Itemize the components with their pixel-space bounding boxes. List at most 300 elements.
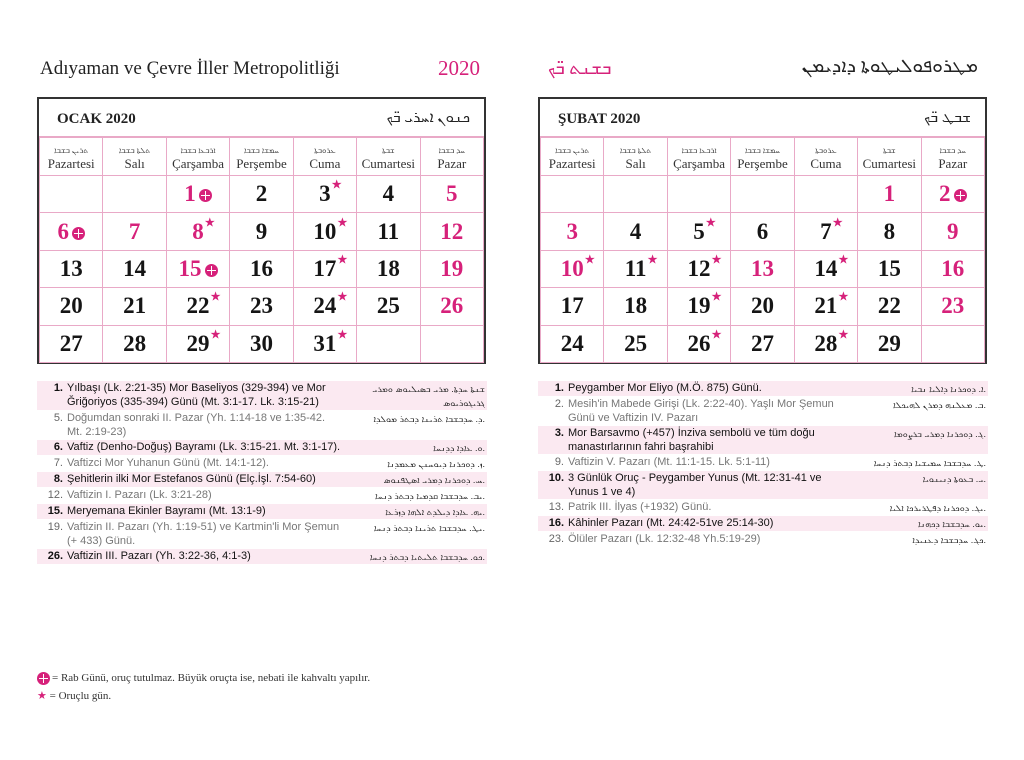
- day-cell: [420, 176, 483, 213]
- cross-icon: [954, 189, 967, 202]
- events-list-february: [538, 381, 988, 548]
- event-date: 1.: [53, 382, 63, 394]
- day-number-text: 13: [59, 255, 83, 281]
- day-cell: [921, 288, 984, 325]
- day-number: [123, 331, 146, 357]
- day-number: [60, 256, 83, 282]
- day-number: [186, 291, 221, 319]
- event-date: 12.: [47, 489, 63, 501]
- day-header: [921, 138, 984, 176]
- day-cell: [103, 325, 166, 362]
- day-number-text: 29: [186, 330, 210, 356]
- star-icon: ★: [711, 291, 722, 304]
- day-number: [440, 219, 463, 245]
- day-name: Cumartesi: [862, 155, 917, 171]
- day-header: [293, 138, 356, 176]
- day-number-text: 5: [446, 181, 458, 207]
- day-name: Salı: [625, 155, 646, 171]
- day-cell: [667, 176, 730, 213]
- day-number-text: 8: [883, 218, 896, 244]
- day-number-text: 9: [947, 218, 959, 244]
- day-cell: [357, 325, 420, 362]
- day-number: [129, 219, 141, 245]
- header-title: Adıyaman ve Çevre İller Metropolitliği: [40, 58, 340, 79]
- day-number: [878, 256, 901, 282]
- day-number: [250, 331, 273, 357]
- legend-star-text: = Oruçlu gün.: [49, 690, 112, 702]
- day-cell: [357, 250, 420, 287]
- day-cell: [858, 213, 921, 250]
- legend: [37, 669, 370, 705]
- event-row: [37, 440, 487, 456]
- day-number-text: 8: [192, 218, 204, 244]
- day-number-text: 26: [687, 330, 711, 356]
- day-name-syriac: ܬܠܬܐ ܒܫܒܐ: [619, 145, 652, 155]
- day-cell: [166, 213, 229, 250]
- day-number-text: 23: [941, 293, 965, 319]
- events-list-january: [37, 381, 487, 565]
- event-text: Yılbaşı (Lk. 2:21-35) Mor Baseliyos (329-394) ve Mor Ğriğoriyos (335-394) Günü (Mt. 3:1-17. Lk. 3:15-21): [67, 382, 326, 408]
- day-number: [941, 293, 964, 319]
- day-number-text: 21: [123, 293, 147, 319]
- day-cell: [40, 288, 103, 325]
- day-number: [624, 293, 647, 319]
- day-name: Pazartesi: [548, 155, 596, 171]
- day-number-text: 30: [249, 330, 273, 356]
- day-cell: [604, 250, 667, 287]
- event-text: Peygamber Mor Eliyo (M.Ö. 875) Günü.: [568, 382, 762, 394]
- day-header: [794, 138, 857, 176]
- day-cell: [667, 325, 730, 362]
- day-number: [814, 253, 849, 282]
- calendar-february: [538, 97, 987, 364]
- week-row: [541, 250, 985, 287]
- event-text: Kâhinler Pazarı (Mt. 24:42-51ve 25:14-30): [568, 517, 774, 529]
- event-row: [538, 516, 988, 532]
- day-number-text: 2: [255, 181, 268, 207]
- day-cell: [357, 176, 420, 213]
- calendar-header: [39, 99, 484, 137]
- star-icon: ★: [210, 328, 221, 341]
- event-text: 3 Günlük Oruç - Peygamber Yunus (Mt. 12:31-41 ve Yunus 1 ve 4): [568, 472, 822, 498]
- day-number: [687, 253, 722, 282]
- day-number: [884, 219, 896, 245]
- event-text-syriac: ܟܘ. ܚܕܒܫܒܐ ܬܠܝܬܝܐ ܕܒܬܪ ܕܢܚܐ.: [369, 552, 485, 562]
- event-text: Ölüler Pazarı (Lk. 12:32-48 Yh.5:19-29): [568, 533, 761, 545]
- star-icon: ★: [337, 328, 348, 341]
- day-number-text: 2: [939, 181, 951, 207]
- day-number: [256, 181, 268, 207]
- event-text-syriac: ܒ. ܡܥܠܢܗ ܕܡܪܢ ܠܗܝܟܠܐ.: [893, 400, 986, 410]
- day-name-syriac: ܚܡܫܐ ܒܫܒܐ: [744, 145, 780, 155]
- month-name: ŞUBAT 2020: [558, 111, 641, 127]
- day-header: [420, 138, 483, 176]
- day-number-text: 19: [687, 293, 711, 319]
- day-cell: [921, 176, 984, 213]
- event-date: 1.: [554, 382, 564, 394]
- day-name: Cuma: [810, 155, 842, 171]
- star-icon: ★: [705, 216, 716, 229]
- day-number-text: 12: [440, 218, 464, 244]
- day-cell: [103, 288, 166, 325]
- day-number: [939, 181, 967, 207]
- day-number-text: 15: [178, 255, 202, 281]
- day-cell: [794, 288, 857, 325]
- event-text-syriac: ܝܒ. ܚܕܒܫܒܐ ܩܕܡܝܐ ܕܒܬܪ ܕܢܚܐ.: [375, 491, 485, 501]
- calendar-january: [37, 97, 486, 364]
- day-number-text: 24: [560, 330, 584, 356]
- day-number-text: 11: [377, 218, 400, 244]
- day-cell: [858, 288, 921, 325]
- month-name-syriac: ܫܒܛ ܒ̈ܟ: [924, 110, 971, 126]
- event-row: [538, 397, 988, 426]
- day-cell: [420, 288, 483, 325]
- day-cell: [794, 325, 857, 362]
- day-name: Perşembe: [236, 155, 287, 171]
- day-name-syriac: ܚܕ ܒܫܒܐ: [438, 145, 466, 155]
- day-cell: [541, 288, 604, 325]
- week-row: [541, 325, 985, 362]
- event-row: [538, 532, 988, 548]
- event-date: 8.: [53, 473, 63, 485]
- event-text: Mesih'in Mabede Girişi (Lk. 2:22-40). Yaşlı Mor Şemun Günü ve Vaftizin IV. Pazarı: [568, 398, 834, 424]
- week-row: [40, 250, 484, 287]
- day-number: [820, 216, 843, 245]
- day-cell: [731, 213, 794, 250]
- event-text-syriac: ܫܢܬܐ ܚܕܬܐ. ܡܪܝ ܒܣܝܠܝܘܣ ܘܡܪܝ ܓܪܝܓܘܪܝܘܣ: [372, 384, 485, 408]
- event-text: Doğumdan sonraki II. Pazar (Yh. 1:14-18 ve 1:35-42. Mt. 2:19-23): [67, 412, 326, 438]
- day-cell: [230, 213, 293, 250]
- day-number: [440, 256, 463, 282]
- day-number-text: 26: [440, 293, 464, 319]
- event-row: [538, 500, 988, 516]
- day-cell: [103, 176, 166, 213]
- day-cell: [420, 325, 483, 362]
- day-number-text: 3: [566, 218, 578, 244]
- event-date: 19.: [47, 521, 63, 533]
- day-name-syriac: ܐܪܒܥܐ ܒܫܒܐ: [180, 145, 216, 155]
- day-number-text: 22: [877, 293, 901, 319]
- day-cell: [921, 325, 984, 362]
- day-cell: [103, 213, 166, 250]
- month-name-syriac: ܟܢܘܢ ܐܚܪܝ ܒ̈ܟ: [386, 110, 470, 126]
- star-icon: ★: [337, 253, 348, 266]
- star-icon: ★: [832, 216, 843, 229]
- day-number: [751, 256, 774, 282]
- star-icon: ★: [210, 291, 221, 304]
- event-row: [37, 549, 487, 565]
- day-name-syriac: ܥܪܘܒܬܐ: [815, 145, 837, 155]
- event-row: [37, 504, 487, 520]
- event-text-syriac: ܓ. ܕܘܟܪܢܐ ܕܡܪܝ ܒܪܨܘܡܐ.: [894, 429, 986, 439]
- day-number: [256, 219, 268, 245]
- event-text: Meryemana Ekinler Bayramı (Mt. 13:1-9): [67, 505, 266, 517]
- day-cell: [230, 325, 293, 362]
- day-header: [667, 138, 730, 176]
- day-number: [751, 293, 774, 319]
- week-row: [40, 176, 484, 213]
- event-text: Şehitlerin ilki Mor Estefanos Günü (Elç.İşl. 7:54-60): [67, 473, 316, 485]
- header-year: 2020: [438, 56, 480, 80]
- event-row: [538, 471, 988, 500]
- day-header: [230, 138, 293, 176]
- event-row: [37, 456, 487, 472]
- header-syriac-year: ܒܫܢܬ ܒ̈ܟ: [548, 58, 612, 78]
- day-header: [858, 138, 921, 176]
- day-cell: [921, 250, 984, 287]
- day-name-syriac: ܬܠܬܐ ܒܫܒܐ: [118, 145, 151, 155]
- day-cell: [230, 250, 293, 287]
- day-number-text: 6: [756, 218, 769, 244]
- day-cell: [40, 250, 103, 287]
- event-date: 6.: [53, 441, 63, 453]
- event-text-syriac: ܙ. ܕܘܟܪܢܐ ܕܝܘܚܢܢ ܡܥܡܕܢܐ.: [387, 459, 485, 469]
- week-row: [40, 288, 484, 325]
- day-name: Pazar: [437, 155, 467, 171]
- day-name: Salı: [124, 155, 145, 171]
- event-date: 5.: [53, 412, 63, 424]
- event-row: [538, 426, 988, 455]
- event-text-syriac: ܐ. ܕܘܟܪܢܐ ܕܐܠܝܐ ܢܒܝܐ.: [911, 384, 986, 394]
- day-number: [446, 181, 458, 207]
- day-number-text: 7: [820, 218, 832, 244]
- day-cell: [541, 213, 604, 250]
- day-number-text: 31: [313, 330, 337, 356]
- star-icon: ★: [337, 291, 348, 304]
- day-number: [377, 256, 400, 282]
- day-number-text: 28: [123, 330, 147, 356]
- star-icon: ★: [711, 253, 722, 266]
- day-number: [377, 219, 399, 245]
- cross-icon: [72, 227, 85, 240]
- day-number-text: 20: [59, 293, 83, 319]
- event-text-syriac: ܝܗ. ܥܐܕܐ ܕܝܠܕܬ ܐܠܗܐ ܕܙܪܥܐ.: [385, 507, 485, 517]
- day-number: [757, 219, 769, 245]
- day-number-text: 11: [624, 255, 647, 281]
- week-row: [541, 213, 985, 250]
- week-row: [40, 213, 484, 250]
- day-cell: [166, 250, 229, 287]
- event-text: Vaftizin I. Pazarı (Lk. 3:21-28): [67, 489, 212, 501]
- day-number-text: 22: [186, 293, 210, 319]
- day-cell: [858, 176, 921, 213]
- day-number-text: 10: [560, 255, 584, 281]
- day-number: [57, 219, 85, 245]
- star-icon: ★: [337, 216, 348, 229]
- day-cell: [604, 176, 667, 213]
- day-number: [186, 328, 221, 357]
- day-number-text: 18: [624, 293, 648, 319]
- event-row: [37, 488, 487, 504]
- event-row: [37, 411, 487, 440]
- event-text-syriac: ܘ. ܥܐܕܐ ܕܕܢܚܐ.: [433, 443, 485, 453]
- day-number-text: 7: [128, 218, 141, 244]
- day-number-text: 25: [624, 330, 648, 356]
- day-name: Cumartesi: [361, 155, 416, 171]
- day-header: [731, 138, 794, 176]
- day-name-syriac: ܚܡܫܐ ܒܫܒܐ: [243, 145, 279, 155]
- day-header-row: [40, 138, 484, 176]
- day-cell: [858, 325, 921, 362]
- star-icon: ★: [838, 328, 849, 341]
- event-row: [37, 381, 487, 411]
- cross-icon: [205, 264, 218, 277]
- event-text-syriac: ܟܓ. ܚܕܒܫܒܐ ܕܥܢܝܕܐ.: [912, 535, 986, 545]
- event-row: [538, 381, 988, 397]
- day-cell: [103, 250, 166, 287]
- day-cell: [731, 288, 794, 325]
- day-number: [624, 331, 647, 357]
- day-number: [947, 219, 959, 245]
- week-row: [40, 325, 484, 362]
- event-text: Vaftizin V. Pazarı (Mt. 11:1-15. Lk. 5:1-11): [568, 456, 770, 468]
- star-icon: ★: [838, 291, 849, 304]
- day-number-text: 21: [814, 293, 838, 319]
- day-number: [60, 293, 83, 319]
- day-cell: [604, 288, 667, 325]
- day-number: [630, 219, 642, 245]
- day-number: [319, 179, 342, 207]
- event-text: Mor Barsavmo (+457) İnziva sembolü ve tüm doğu manastırlarının fahri başrahibi: [568, 427, 815, 453]
- day-number-text: 13: [750, 255, 774, 281]
- day-number-text: 16: [249, 255, 273, 281]
- day-cell: [731, 250, 794, 287]
- day-name: Pazar: [938, 155, 968, 171]
- day-number-text: 19: [440, 255, 464, 281]
- day-number: [192, 216, 215, 245]
- week-row: [541, 288, 985, 325]
- day-number-text: 17: [560, 293, 584, 319]
- day-number-text: 27: [59, 330, 83, 356]
- day-number-text: 17: [313, 255, 337, 281]
- day-cell: [40, 325, 103, 362]
- day-number: [377, 293, 400, 319]
- day-number-text: 1: [184, 181, 196, 207]
- day-number: [687, 291, 722, 319]
- day-number: [560, 253, 595, 282]
- day-number: [440, 293, 463, 319]
- event-date: 2.: [554, 398, 564, 410]
- day-cell: [420, 213, 483, 250]
- day-number-text: 27: [750, 330, 774, 356]
- day-cell: [40, 176, 103, 213]
- star-icon: ★: [838, 253, 849, 266]
- day-number-text: 23: [249, 293, 273, 319]
- day-number-text: 12: [687, 255, 711, 281]
- day-number: [313, 253, 348, 282]
- day-number: [561, 331, 584, 357]
- header-syriac-title: ܡܛܪܘܦܘܠܝܛܘܬܐ ܕܐܕܝܡܢ: [801, 56, 978, 77]
- star-icon: ★: [647, 253, 658, 266]
- week-row: [541, 176, 985, 213]
- day-number: [60, 331, 83, 357]
- day-cell: [293, 288, 356, 325]
- event-date: 13.: [548, 501, 564, 513]
- day-cell: [166, 288, 229, 325]
- day-number: [624, 253, 658, 282]
- day-number: [693, 216, 716, 245]
- calendar-grid: [540, 137, 985, 363]
- day-cell: [293, 176, 356, 213]
- day-name: Pazartesi: [47, 155, 95, 171]
- event-text: Vaftizin III. Pazarı (Yh. 3:22-36, 4:1-3): [67, 550, 251, 562]
- day-number-text: 18: [376, 255, 400, 281]
- cross-icon: [37, 672, 50, 685]
- day-number: [566, 219, 578, 245]
- day-cell: [921, 213, 984, 250]
- event-text-syriac: ܝܓ. ܕܘܟܪܢܐ ܕܦܛܪܝܪܟܐ ܐܠܝܐ.: [889, 503, 986, 513]
- event-date: 10.: [548, 472, 564, 484]
- event-row: [538, 455, 988, 471]
- day-number: [383, 181, 395, 207]
- day-cell: [40, 213, 103, 250]
- day-cell: [794, 250, 857, 287]
- day-cell: [604, 325, 667, 362]
- day-number: [313, 216, 348, 245]
- day-cell: [541, 250, 604, 287]
- day-number: [123, 293, 146, 319]
- event-text: Vaftizin II. Pazarı (Yh. 1:19-51) ve Kartmin'li Mor Şemun (+ 433) Günü.: [67, 521, 340, 547]
- day-number: [878, 293, 901, 319]
- day-cell: [858, 250, 921, 287]
- day-number-text: 14: [814, 255, 838, 281]
- day-number: [814, 328, 849, 357]
- day-number-text: 24: [313, 293, 337, 319]
- day-cell: [230, 176, 293, 213]
- day-number-text: 3: [319, 181, 331, 207]
- day-number-text: 4: [382, 181, 395, 207]
- calendar-header: [540, 99, 985, 137]
- day-number-text: 10: [313, 218, 337, 244]
- star-icon: ★: [204, 216, 215, 229]
- month-name: OCAK 2020: [57, 111, 136, 127]
- day-cell: [731, 325, 794, 362]
- day-name-syriac: ܥܪܘܒܬܐ: [314, 145, 336, 155]
- day-name-syriac: ܚܕ ܒܫܒܐ: [939, 145, 967, 155]
- day-number-text: 25: [376, 293, 400, 319]
- star-icon: ★: [37, 690, 47, 702]
- day-header: [103, 138, 166, 176]
- event-row: [37, 472, 487, 488]
- event-text-syriac: ܝܘ. ܚܕܒܫܒܐ ܕܟܗܢܐ.: [917, 519, 986, 529]
- star-icon: ★: [331, 179, 342, 192]
- day-cell: [357, 213, 420, 250]
- day-cell: [794, 176, 857, 213]
- day-cell: [293, 325, 356, 362]
- event-text-syriac: ܕ. ܚܕܒܫܒܐ ܬܪܝܢܐ ܕܒܬܪ ܡܘܠܕܐ.: [373, 414, 485, 424]
- day-name: Çarşamba: [172, 155, 225, 171]
- day-number: [179, 256, 218, 282]
- event-row: [37, 520, 487, 549]
- day-name-syriac: ܫܒܬܐ: [381, 145, 395, 155]
- event-text-syriac: ܝ. ܒܥܘܬܐ ܕܢܝܢܘܝܐ.: [922, 474, 986, 484]
- event-text-syriac: ܝܛ. ܚܕܒܫܒܐ ܬܪܝܢܐ ܕܒܬܪ ܕܢܚܐ.: [373, 523, 485, 533]
- day-cell: [166, 176, 229, 213]
- day-header: [604, 138, 667, 176]
- day-number: [313, 291, 348, 319]
- day-name-syriac: ܬܪܝܢ ܒܫܒܐ: [555, 145, 590, 155]
- day-number: [687, 328, 722, 357]
- day-number-text: 20: [750, 293, 774, 319]
- day-number-text: 16: [941, 255, 965, 281]
- event-date: 26.: [47, 550, 63, 562]
- day-cell: [541, 325, 604, 362]
- calendar-grid: [39, 137, 484, 363]
- day-number-text: 1: [883, 181, 896, 207]
- day-number-text: 14: [123, 255, 147, 281]
- event-text: Vaftizci Mor Yuhanun Günü (Mt. 14:1-12).: [67, 457, 269, 469]
- day-number-text: 15: [877, 255, 901, 281]
